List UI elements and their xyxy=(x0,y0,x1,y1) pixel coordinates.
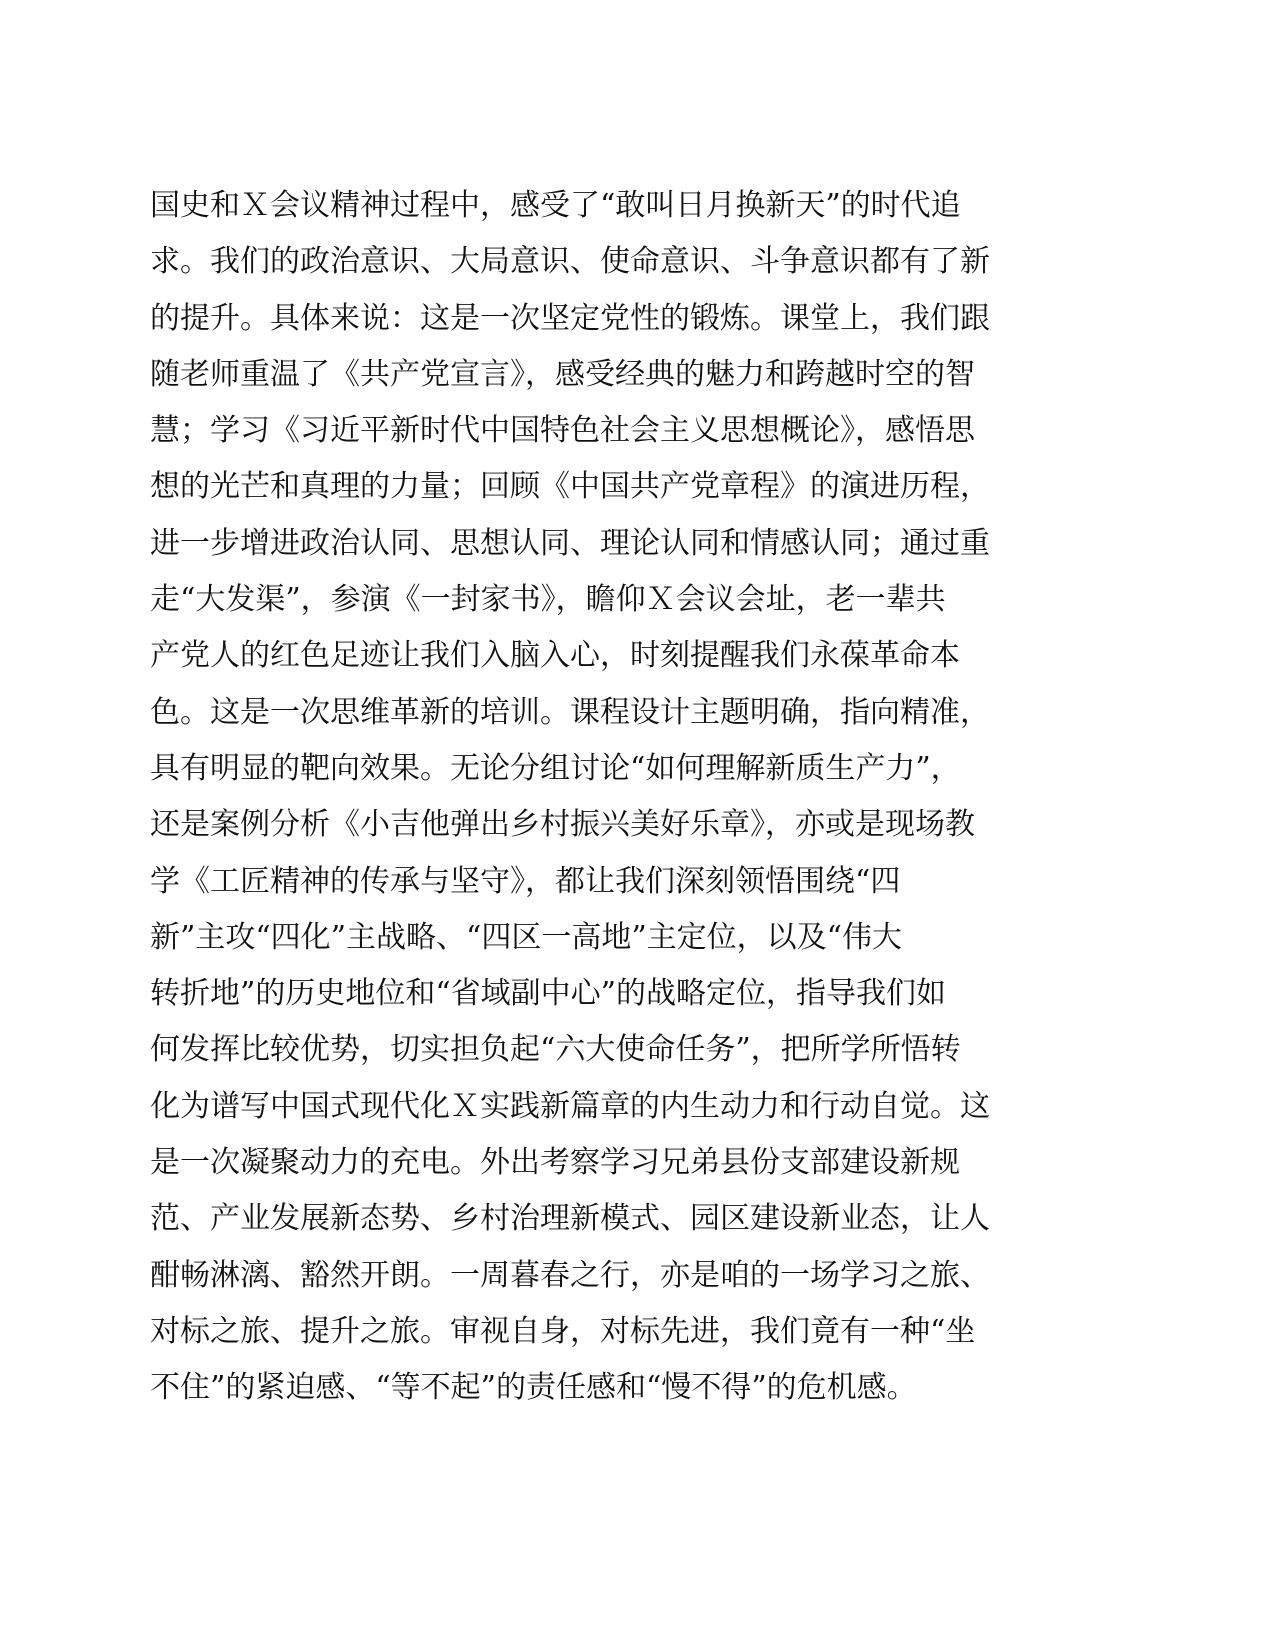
text-line: 新”主攻“四化”主战略、“四区一高地”主定位，以及“伟大 xyxy=(150,919,903,955)
text-line: 化为谱写中国式现代化Ｘ实践新篇章的内生动力和行动自觉。这 xyxy=(150,1088,990,1124)
text-line: 产党人的红色足迹让我们入脑入心，时刻提醒我们永葆革命本 xyxy=(150,638,960,674)
text-line: 是一次凝聚动力的充电。外出考察学习兄弟县份支部建设新规 xyxy=(150,1145,960,1181)
text-line: 国史和Ｘ会议精神过程中，感受了“敢叫日月换新天”的时代追 xyxy=(150,188,961,223)
text-line: 对标之旅、提升之旅。审视自身，对标先进，我们竟有一种“坐 xyxy=(150,1313,976,1349)
text-line: 学《工匠精神的传承与坚守》，都让我们深刻领悟围绕“四 xyxy=(150,863,901,899)
text-line: 随老师重温了《共产党宣言》，感受经典的魅力和跨越时空的智 xyxy=(150,356,975,392)
text-line: 何发挥比较优势，切实担负起“六大使命任务”，把所学所悟转 xyxy=(150,1032,961,1068)
body-paragraph xyxy=(150,178,1050,1417)
text-line: 不住”的紧迫感、“等不起”的责任感和“慢不得”的危机感。 xyxy=(150,1370,917,1406)
text-line: 范、产业发展新态势、乡村治理新模式、园区建设新业态，让人 xyxy=(150,1201,990,1237)
text-line: 想的光芒和真理的力量；回顾《中国共产党章程》的演进历程， xyxy=(150,469,990,505)
text-line: 酣畅淋漓、豁然开朗。一周暮春之行，亦是咱的一场学习之旅、 xyxy=(150,1257,990,1293)
text-line: 的提升。具体来说：这是一次坚定党性的锻炼。课堂上，我们跟 xyxy=(150,300,990,336)
text-line: 具有明显的靶向效果。无论分组讨论“如何理解新质生产力”， xyxy=(150,750,961,786)
text-line: 求。我们的政治意识、大局意识、使命意识、斗争意识都有了新 xyxy=(150,244,990,280)
text-line: 色。这是一次思维革新的培训。课程设计主题明确，指向精准， xyxy=(150,694,990,730)
text-line: 走“大发渠”，参演《一封家书》，瞻仰Ｘ会议会址，老一辈共 xyxy=(150,582,946,618)
text-line: 慧；学习《习近平新时代中国特色社会主义思想概论》，感悟思 xyxy=(150,413,975,449)
text-line: 还是案例分析《小吉他弹出乡村振兴美好乐章》，亦或是现场教 xyxy=(150,807,975,843)
text-line: 进一步增进政治认同、思想认同、理论认同和情感认同；通过重 xyxy=(150,525,990,561)
text-line: 转折地”的历史地位和“省域副中心”的战略定位，指导我们如 xyxy=(150,976,947,1012)
